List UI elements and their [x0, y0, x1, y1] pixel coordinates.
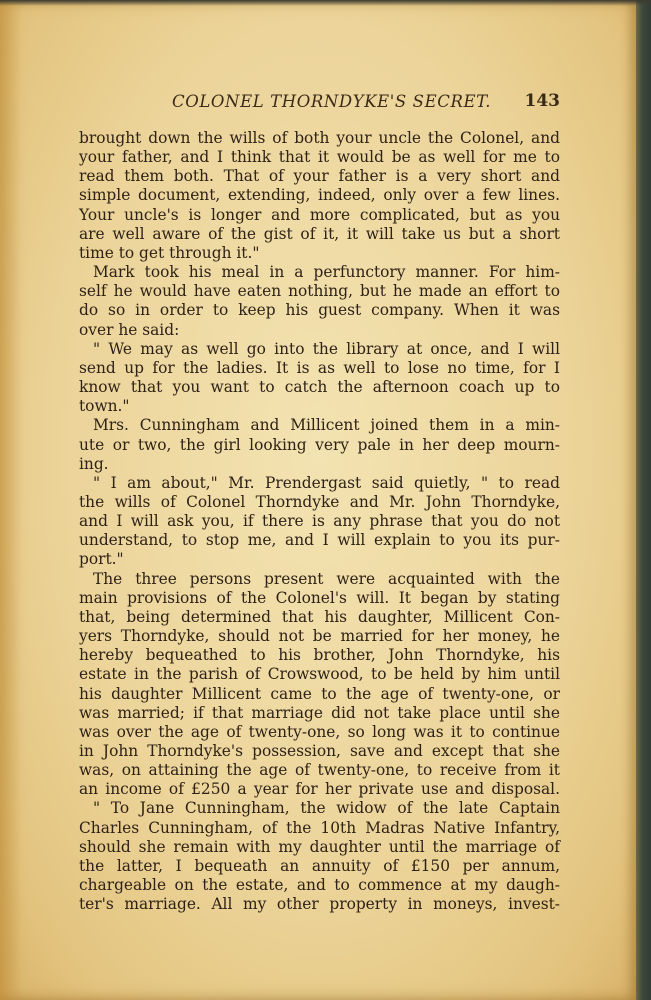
text-line: the latter, I bequeath an annuity of £150 per annum, — [79, 856, 560, 875]
text-line: Mrs. Cunningham and Millicent joined them in a min- — [93, 416, 560, 435]
text-line: read them both. That of your father is a very short and — [79, 167, 560, 186]
page-header — [80, 92, 560, 118]
text-line: the wills of Colonel Thorndyke and Mr. John Thorndyke, — [79, 492, 560, 511]
text-line: understand, to stop me, and I will explain to you its pur- — [79, 531, 560, 550]
text-line: " To Jane Cunningham, the widow of the late Captain — [93, 799, 560, 818]
text-line: should she remain with my daughter until the marriage of — [79, 837, 560, 856]
text-line: know that you want to catch the afternoon coach up to — [79, 378, 560, 397]
book-page-edge — [636, 0, 651, 1000]
text-line: chargeable on the estate, and to commence at my daugh- — [79, 876, 560, 895]
text-line: over he said: — [79, 320, 180, 339]
text-line: self he would have eaten nothing, but he made an effort to — [79, 282, 560, 301]
text-line: port." — [79, 550, 124, 569]
text-line: was over the age of twenty-one, so long was it to continue — [79, 722, 560, 741]
text-line: time to get through it." — [79, 243, 260, 262]
text-line: yers Thorndyke, should not be married for her money, he — [79, 627, 560, 646]
scan-top-shadow — [0, 0, 651, 6]
text-line: ute or two, the girl looking very pale in her deep mourn- — [79, 435, 560, 454]
text-line: in John Thorndyke's possession, save and except that she — [79, 742, 560, 760]
text-line: hereby bequeathed to his brother, John Thorndyke, his — [79, 646, 560, 665]
text-line: ing. — [79, 454, 109, 473]
text-line: " We may as well go into the library at once, and I will — [93, 339, 560, 358]
text-line: that, being determined that his daughter, Millicent Con- — [79, 607, 560, 626]
text-line: main provisions of the Colonel's will. It began by stating — [79, 588, 560, 607]
running-head: COLONEL THORNDYKE'S SECRET. — [172, 92, 492, 111]
text-line: estate in the parish of Crowswood, to be held by him until — [79, 665, 560, 684]
body-text — [79, 129, 560, 914]
text-line: was married; if that marriage did not take place until she — [79, 703, 560, 722]
text-line: " I am about," Mr. Prendergast said quietly, " to read — [93, 473, 560, 492]
text-line: The three persons present were acquainted with the — [93, 569, 560, 588]
text-line: your father, and I think that it would be as well for me to — [79, 148, 560, 167]
text-line: an income of £250 a year for her private use and disposal. — [79, 780, 560, 799]
text-line: Mark took his meal in a perfunctory manner. For him- — [93, 263, 560, 282]
text-line: are well aware of the gist of it, it will take us but a short — [79, 224, 560, 243]
text-line: his daughter Millicent came to the age of twenty-one, or — [79, 684, 560, 703]
text-line: send up for the ladies. It is as well to lose no time, for I — [79, 358, 560, 377]
page-number: 143 — [524, 91, 560, 111]
text-line: brought down the wills of both your uncle the Colonel, and — [79, 129, 560, 147]
text-line: was, on attaining the age of twenty-one, to receive from it — [79, 761, 560, 780]
text-line: do so in order to keep his guest company. When it was — [79, 301, 560, 320]
text-line: Your uncle's is longer and more complicated, but as you — [79, 205, 560, 224]
text-line: town." — [79, 397, 130, 416]
text-line: Charles Cunningham, of the 10th Madras Native Infantry, — [79, 818, 560, 837]
text-line: simple document, extending, indeed, only over a few lines. — [79, 186, 560, 205]
text-line: and I will ask you, if there is any phrase that you do not — [79, 512, 560, 531]
text-line: ter's marriage. All my other property in moneys, invest- — [79, 895, 560, 914]
